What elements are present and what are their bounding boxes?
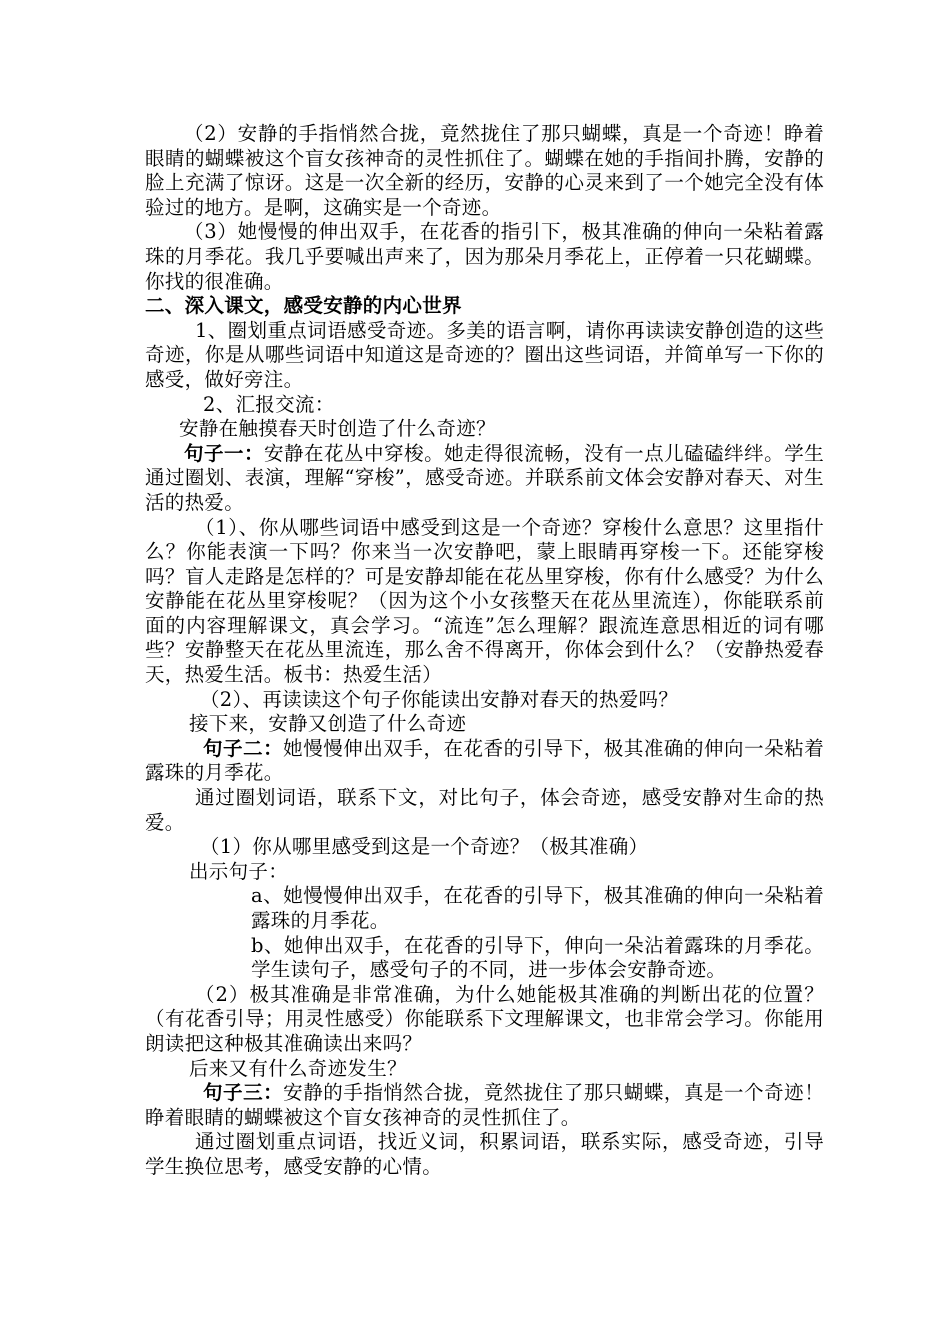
paragraph-sentence-2 <box>145 737 824 786</box>
paragraph-sentence-2-method: 通过圈划词语，联系下文，对比句子，体会奇迹，感受安静对生命的热爱。 <box>145 786 824 834</box>
sentence-2-label: 句子二： <box>203 736 284 760</box>
section-heading-2: 二、深入课文，感受安静的内心世界 <box>145 294 462 318</box>
paragraph-sentence-2-q2: （2）极其准确是非常准确，为什么她能极其准确的判断出花的位置？（有花香引导；用灵性感受）你能联系下文理解课文，也非常会学习。你能用朗读把这种极其准确读出来吗？ <box>145 982 824 1055</box>
sentence-1-text: 安静在花丛中穿梭。她走得很流畅，没有一点儿磕磕绊绊。学生通过圈划、表演，理解“穿梭”，感受奇迹。并联系前文体会安静对春天、对生活的热爱。 <box>145 441 824 514</box>
sentence-3-label: 句子三： <box>203 1081 284 1105</box>
sentence-1-label: 句子一： <box>184 441 265 465</box>
paragraph-transition-2: 后来又有什么奇迹发生？ <box>189 1056 407 1080</box>
paragraph-step-1: 1、圈划重点词语感受奇迹。多美的语言啊，请你再读读安静创造的这些奇迹，你是从哪些词语中知道这是奇迹的？圈出这些词语，并简单写一下你的感受，做好旁注。 <box>145 318 824 391</box>
paragraph-sentence-3-recap: （3）她慢慢的伸出双手，在花香的指引下，极其准确的伸向一朵粘着露珠的月季花。我几乎要喊出声来了，因为那朵月季花上，正停着一只花蝴蝶。你找的很准确。 <box>145 220 824 293</box>
paragraph-sentence-b: b、她伸出双手，在花香的引导下，伸向一朵沾着露珠的月季花。学生读句子，感受句子的不同，进一步体会安静奇迹。 <box>251 933 824 982</box>
paragraph-sentence-1-q2: （2）、再读读这个句子你能读出安静对春天的热爱吗？ <box>200 687 679 711</box>
paragraph-sentence-a: a、她慢慢伸出双手，在花香的引导下，极其准确的伸向一朵粘着露珠的月季花。 <box>251 884 824 932</box>
sentence-3-text: 安静的手指悄然合拢，竟然拢住了那只蝴蝶，真是一个奇迹！睁着眼睛的蝴蝶被这个盲女孩神奇的灵性抓住了。 <box>145 1081 825 1129</box>
paragraph-sentence-2-q1: （1）你从哪里感受到这是一个奇迹？（极其准确） <box>200 835 649 859</box>
paragraph-transition-1: 接下来，安静又创造了什么奇迹 <box>189 712 467 736</box>
sentence-2-text: 她慢慢伸出双手，在花香的引导下，极其准确的伸向一朵粘着露珠的月季花。 <box>145 736 825 785</box>
paragraph-show-sentences: 出示句子： <box>189 859 289 883</box>
paragraph-step-2: 2、汇报交流： <box>203 392 335 416</box>
paragraph-question-1: 安静在触摸春天时创造了什么奇迹？ <box>179 417 496 441</box>
paragraph-sentence-1 <box>145 442 824 516</box>
paragraph-sentence-3-method: 通过圈划重点词语，找近义词，积累词语，联系实际，感受奇迹，引导学生换位思考，感受安静的心情。 <box>145 1130 824 1178</box>
paragraph-sentence-2-recap: （2）安静的手指悄然合拢，竟然拢住了那只蝴蝶，真是一个奇迹！睁着眼睛的蝴蝶被这个盲女孩神奇的灵性抓住了。蝴蝶在她的手指间扑腾，安静的脸上充满了惊讶。这是一次全新的经历，安静的心灵来到了一个她完全没有体验过的地方。是啊，这确实是一个奇迹。 <box>145 122 824 219</box>
paragraph-sentence-1-q1: （1）、你从哪些词语中感受到这是一个奇迹？穿梭什么意思？这里指什么？你能表演一下吗？你来当一次安静吧，蒙上眼睛再穿梭一下。还能穿梭吗？盲人走路是怎样的？可是安静却能在花丛里穿梭，你有什么感受？为什么安静能在花丛里穿梭呢？（因为这个小女孩整天在花丛里流连），你能联系前面的内容理解课文，真会学习。“流连”怎么理解？跟流连意思相近的词有哪些？安静整天在花丛里流连，那么舍不得离开，你体会到什么？（安静热爱春天，热爱生活。板书：热爱生活） <box>145 515 824 687</box>
paragraph-sentence-3 <box>145 1081 824 1130</box>
